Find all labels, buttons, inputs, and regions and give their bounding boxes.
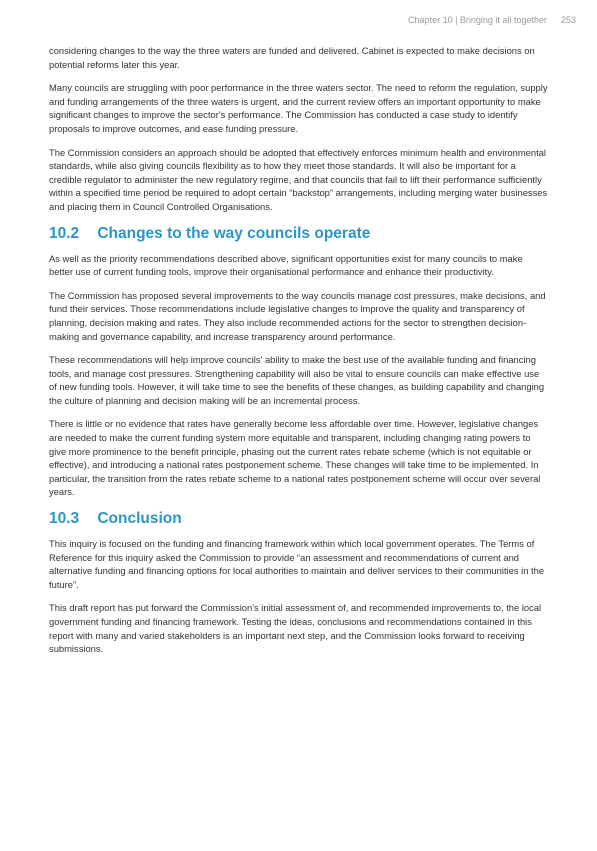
body-paragraph: There is little or no evidence that rates have generally become less affordable over time. However, legislative changes are needed to make the current funding system more equitable and transparent, including changing rating powers to give more prominence to the benefit principle, phasing out the current rates rebate scheme (which is not equitable or effective), and introducing a national rates postponement scheme. These changes will take time to be implemented. In particular, the transition from the rates rebate scheme to a national rates postponement scheme will occur over several years. <box>49 418 541 498</box>
body-paragraph: As well as the priority recommendations described above, significant opportunities exist for many councils to make better use of current funding tools, improve their organisational performance and enhance their productivity. <box>49 252 523 278</box>
page-number: 253 <box>560 15 576 25</box>
section-number: 10.2 <box>49 224 80 242</box>
page-content <box>49 44 548 666</box>
section-title: Changes to the way councils operate <box>97 224 371 242</box>
body-paragraph: Many councils are struggling with poor performance in the three waters sector. The need to reform the regulation, supply and funding arrangements of the three waters is urgent, and the current review offers an important opportunity to make significant changes to improve the sector's performance. The Commission has conducted a case study to identify proposals to improve outcomes, and ease funding pressure. <box>49 82 548 134</box>
body-paragraph: The Commission has proposed several improvements to the way councils manage cost pressures, make decisions, and fund their services. Those recommendations include legislative changes to improve the quality and transparency of planning, decision making and rates. They also include recommended actions for the sector to strengthen decision-making and governance capability, and increase transparency around performance. <box>49 289 546 342</box>
section-heading-10-2 <box>49 224 548 244</box>
body-paragraph: This inquiry is focused on the funding and financing framework within which local government operates. The Terms of Reference for this inquiry asked the Commission to provide “an assessment and recommendations of current and alternative funding and financing options for local authorities to maintain and deliver services to their communities in the future”. <box>49 538 545 590</box>
running-header <box>408 15 576 25</box>
body-paragraph: This draft report has put forward the Commission's initial assessment of, and recommended improvements to, the local government funding and financing framework. Testing the ideas, conclusions and recommendations contained in this report with many and varied stakeholders is an important next step, and the Commission looks forward to receiving submissions. <box>49 602 542 655</box>
section-heading-10-3 <box>49 509 548 529</box>
body-paragraph: The Commission considers an approach should be adopted that effectively enforces minimum health and environmental standards, while also giving councils flexibility as to how they meet those standards. It will also be important for a credible regulator to administer the new regulatory regime, and that councils that fail to lift their performance sufficiently within a specified time period be required to adopt certain “backstop” arrangements, including merging water businesses and placing them in Council Controlled Organisations. <box>49 146 548 212</box>
chapter-title: Chapter 10 | Bringing it all together <box>408 15 547 25</box>
body-paragraph: considering changes to the way the three waters are funded and delivered. Cabinet is expected to make decisions on potential reforms later this year. <box>49 45 535 70</box>
body-paragraph: These recommendations will help improve councils' ability to make the best use of the available funding and financing tools, and manage cost pressures. Strengthening capability will also be vital to ensure councils can make effective use of new funding tools. However, it will take time to see the benefits of these changes, as building capability and changing the culture of planning and decision making will be an incremental process. <box>49 354 545 406</box>
section-title: Conclusion <box>97 510 182 528</box>
section-number: 10.3 <box>49 510 80 528</box>
